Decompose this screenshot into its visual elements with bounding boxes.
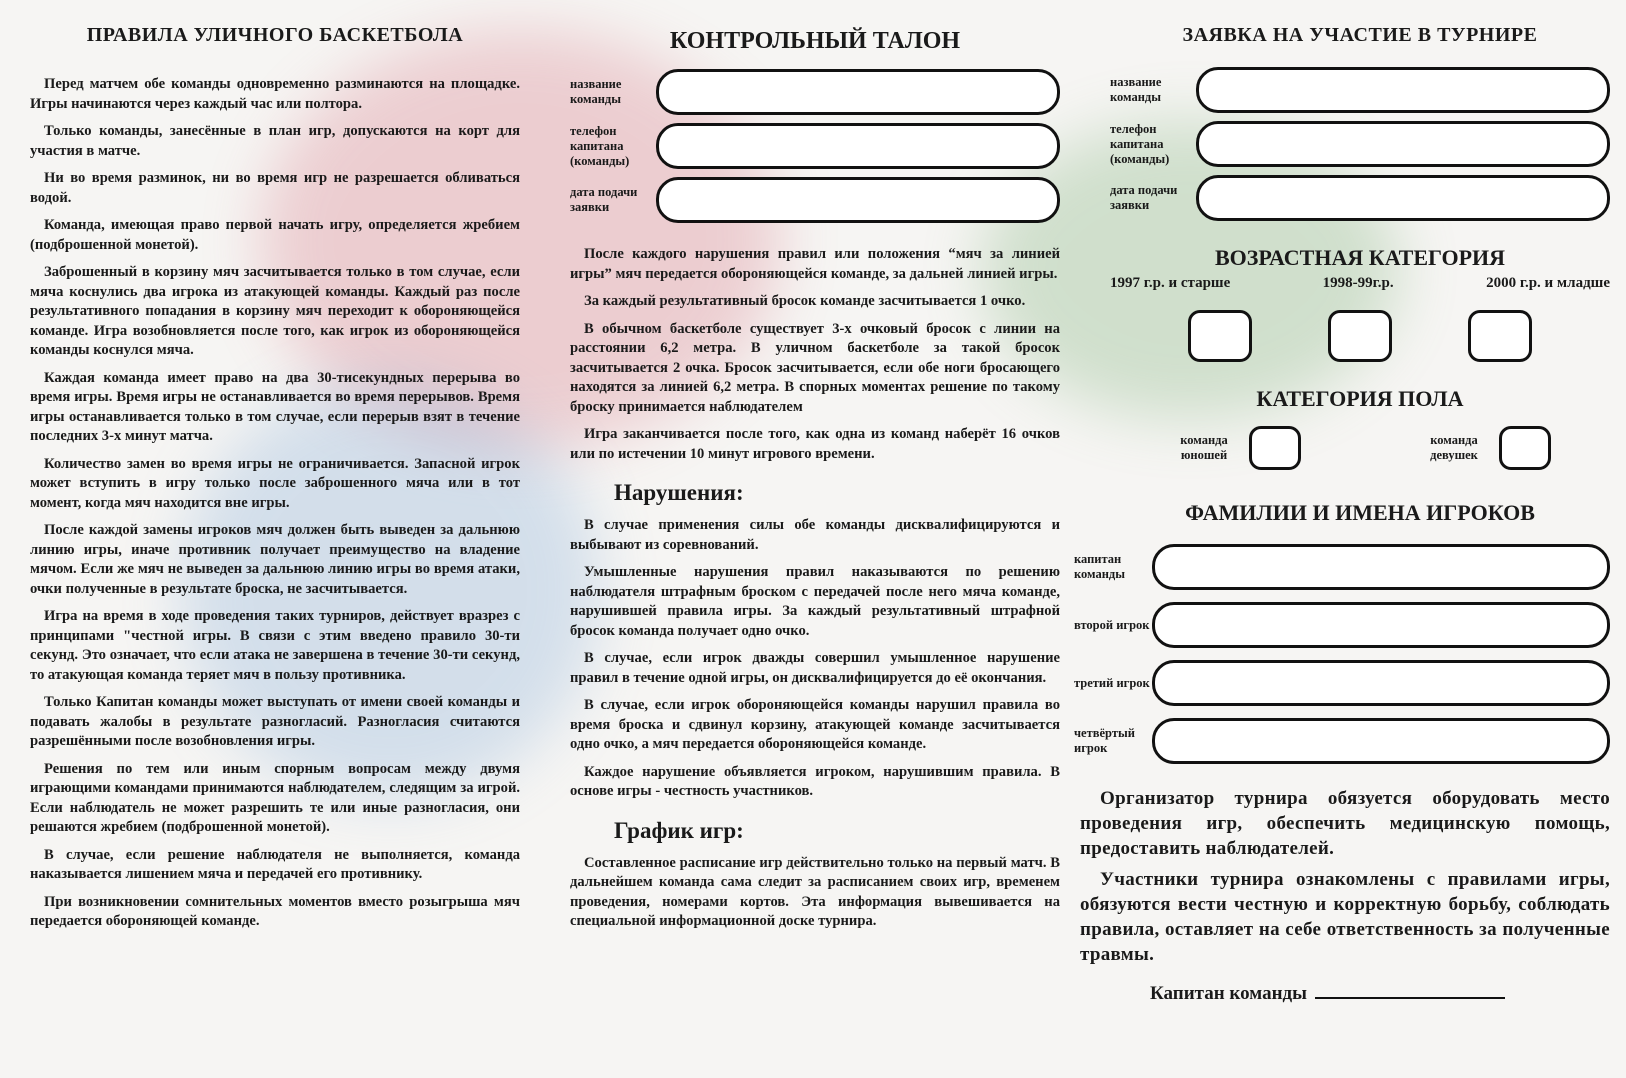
rule-paragraph: Решения по тем или иным спорным вопросам между двумя играющими командами принимаются наблюдателем, следящим за игрой. Если наблюдатель не может разрешить те или иные разногласия, они решаются жребием (подброшенной монетой). bbox=[30, 760, 520, 835]
violation-paragraph: В случае применения силы обе команды дисквалифицируются и выбывают из соревнований. bbox=[570, 517, 1060, 553]
gender-option-label: команда юношей bbox=[1180, 433, 1228, 462]
field-label: четвёртый игрок bbox=[1074, 726, 1135, 755]
schedule-heading: График игр: bbox=[614, 817, 744, 843]
girls-team-checkbox[interactable] bbox=[1499, 426, 1551, 470]
violations-heading: Нарушения: bbox=[614, 480, 744, 505]
field-label: капитан команды bbox=[1074, 552, 1126, 581]
team-name-input[interactable] bbox=[1196, 67, 1610, 113]
rules-title: ПРАВИЛА УЛИЧНОГО БАСКЕТБОЛА bbox=[86, 24, 464, 46]
gender-options bbox=[1110, 426, 1610, 470]
field-label: дата подачи заявки bbox=[1110, 183, 1178, 212]
second-player-input[interactable] bbox=[1152, 602, 1610, 648]
rule-paragraph: После каждой замены игроков мяч должен быть выведен за дальнюю линию игры, иначе противник получает преимущество на владение мячом. Если же мяч не выведен за дальнюю линию игры во время атаки, очки полученные в результате броска, не засчитывается. bbox=[30, 522, 520, 597]
field-label: телефон капитана (команды) bbox=[570, 123, 630, 168]
app-field-team bbox=[1110, 67, 1610, 113]
rule-paragraph: Игра на время в ходе проведения таких турниров, действует вразрез с принципами "честной игры. В связи с этим введено правило 30-ти секунд. Это означает, что если атака не завершена в течение 30-ти секунд, то атакующая команда теряет мяч в пользу противника. bbox=[30, 608, 520, 683]
rule-paragraph: Ни во время разминок, ни во время игр не разрешается обливаться водой. bbox=[30, 170, 520, 206]
stub-paragraph: За каждый результативный бросок команде засчитывается 1 очко. bbox=[584, 293, 1026, 309]
gender-option-boys bbox=[1169, 426, 1301, 470]
player-field bbox=[1074, 602, 1610, 648]
stub-field-team bbox=[570, 69, 1060, 115]
age-2000-checkbox[interactable] bbox=[1468, 310, 1532, 362]
rule-paragraph: В случае, если решение наблюдателя не выполняется, команда наказывается лишением мяча и передачей его противнику. bbox=[30, 846, 520, 882]
signature-line[interactable] bbox=[1315, 997, 1505, 999]
player-field bbox=[1074, 718, 1610, 764]
gender-category-title: КАТЕГОРИЯ ПОЛА bbox=[1256, 386, 1464, 411]
stub-form bbox=[570, 69, 1060, 223]
rule-paragraph: При возникновении сомнительных моментов вместо розыгрыша мяч передается обороняющей команде. bbox=[30, 893, 520, 929]
fourth-player-input[interactable] bbox=[1152, 718, 1610, 764]
captain-phone-input[interactable] bbox=[1196, 121, 1610, 167]
age-category-labels bbox=[1110, 275, 1610, 292]
player-field bbox=[1074, 660, 1610, 706]
stub-paragraph: После каждого нарушения правил или положения “мяч за линией игры” мяч передается обороняющейся команде, за дальней линией игры. bbox=[570, 246, 1060, 282]
boys-team-checkbox[interactable] bbox=[1249, 426, 1301, 470]
stub-paragraph: Игра заканчивается после того, как одна из команд наберёт 16 очков или по истечении 10 минут игрового времени. bbox=[570, 426, 1060, 462]
age-category-boxes bbox=[1150, 310, 1570, 362]
stub-column bbox=[570, 0, 1060, 1078]
statements bbox=[1080, 786, 1610, 967]
organizer-statement: Организатор турнира обязуется оборудовать место проведения игр, обеспечить медицинскую помощь, предоставить наблюдателей. bbox=[1080, 788, 1610, 859]
schedule-paragraph: Составленное расписание игр действительно только на первый матч. В дальнейшем команда сама следит за расписанием своих игр, временем проведения, номерами кортов. Эта информация вывешивается на специальной информационной доске турнира. bbox=[570, 854, 1060, 929]
player-field bbox=[1074, 544, 1610, 590]
rule-paragraph: Количество замен во время игры не ограничивается. Запасной игрок может вступить в игру только после заброшенного мяча или в тот момент, когда мяч находится вне игры. bbox=[30, 455, 520, 511]
stub-title: КОНТРОЛЬНЫЙ ТАЛОН bbox=[669, 28, 961, 54]
age-option-label: 2000 г.р. и младше bbox=[1486, 275, 1610, 291]
rule-paragraph: Команда, имеющая право первой начать игру, определяется жребием (подброшенной монетой). bbox=[30, 217, 520, 253]
participants-statement: Участники турнира ознакомлены с правилами игры, обязуются вести честную и корректную борьбу, соблюдать правила, оставляет на себе ответственность за полученные травмы. bbox=[1080, 869, 1610, 965]
field-label: название команды bbox=[1110, 75, 1162, 104]
stub-field-phone bbox=[570, 123, 1060, 169]
stub-paragraph: В обычном баскетболе существует 3-х очковый бросок с линии на расстоянии 6,2 метра. В уличном баскетболе за такой бросок засчитывается 2 очка. Бросок засчитывается, если обе ноги бросающего находятся за линией 6,2 метра. В спорных моментах решение по такому броску принимается наблюдателем bbox=[570, 320, 1060, 415]
rule-paragraph: Только Капитан команды может выступать от имени своей команды и подавать жалобы в результате разногласий. Разногласия считаются разрешёнными после возобновления игры. bbox=[30, 694, 520, 749]
app-field-date bbox=[1110, 175, 1610, 221]
application-date-input[interactable] bbox=[1196, 175, 1610, 221]
captain-name-input[interactable] bbox=[1152, 544, 1610, 590]
captain-phone-input[interactable] bbox=[656, 123, 1060, 169]
gender-option-label: команда девушек bbox=[1430, 433, 1478, 462]
field-label: название команды bbox=[570, 77, 622, 106]
third-player-input[interactable] bbox=[1152, 660, 1610, 706]
violation-paragraph: Каждое нарушение объявляется игроком, нарушившим правила. В основе игры - честность участников. bbox=[570, 763, 1060, 799]
field-label: третий игрок bbox=[1074, 675, 1150, 690]
violation-paragraph: В случае, если игрок обороняющейся команды нарушил правила во время броска и сдвинул корзину, атакующей команде засчитывается одно очко, а мяч передается обороняющейся команде. bbox=[570, 697, 1060, 752]
age-option-label: 1998-99г.р. bbox=[1322, 275, 1394, 291]
signature-label: Капитан команды bbox=[1150, 983, 1307, 1004]
app-field-phone bbox=[1110, 121, 1610, 167]
rule-paragraph: Только команды, занесённые в план игр, допускаются на корт для участия в матче. bbox=[30, 123, 520, 159]
application-column bbox=[1074, 0, 1610, 1078]
application-title: ЗАЯВКА НА УЧАСТИЕ В ТУРНИРЕ bbox=[1182, 24, 1538, 46]
rules-column bbox=[30, 0, 520, 1078]
violation-paragraph: В случае, если игрок дважды совершил умышленное нарушение правил в течение одной игры, он дисквалифицируется до её окончания. bbox=[570, 650, 1060, 686]
field-label: дата подачи заявки bbox=[570, 185, 638, 214]
captain-signature bbox=[1150, 983, 1610, 1005]
age-option-label: 1997 г.р. и старше bbox=[1110, 275, 1231, 291]
stub-field-date bbox=[570, 177, 1060, 223]
field-label: второй игрок bbox=[1074, 617, 1150, 632]
age-1997-checkbox[interactable] bbox=[1188, 310, 1252, 362]
players-form bbox=[1074, 544, 1610, 764]
rules-list bbox=[30, 75, 520, 932]
application-date-input[interactable] bbox=[656, 177, 1060, 223]
players-title: ФАМИЛИИ И ИМЕНА ИГРОКОВ bbox=[1185, 500, 1535, 525]
application-form bbox=[1110, 67, 1610, 221]
age-category-title: ВОЗРАСТНАЯ КАТЕГОРИЯ bbox=[1214, 245, 1506, 270]
rule-paragraph: Каждая команда имеет право на два 30-тисекундных перерыва во время игры. Время игры не останавливается во время перерывов. Время игры останавливается только в том случае, если перерыв взят в течение последних 3-х минут матча. bbox=[30, 369, 520, 444]
rule-paragraph: Перед матчем обе команды одновременно разминаются на площадке. Игры начинаются через каждый час или полтора. bbox=[30, 76, 520, 112]
rule-paragraph: Заброшенный в корзину мяч засчитывается только в том случае, если мяча коснулись два игрока из атакующей команды. Каждый раз после результативного попадания в корзину мяч переходит к обороняющейся команде. Игра возобновляется после того, как игрок из обороняющейся команды коснулся мяча. bbox=[30, 264, 520, 358]
age-1998-99-checkbox[interactable] bbox=[1328, 310, 1392, 362]
team-name-input[interactable] bbox=[656, 69, 1060, 115]
field-label: телефон капитана (команды) bbox=[1110, 121, 1170, 166]
gender-option-girls bbox=[1419, 426, 1551, 470]
violation-paragraph: Умышленные нарушения правил наказываются по решению наблюдателя штрафным броском с передачей после него мяча команде, нарушившей правила игры. За каждый результативный штрафной бросок команда получает одно очко. bbox=[570, 564, 1060, 639]
